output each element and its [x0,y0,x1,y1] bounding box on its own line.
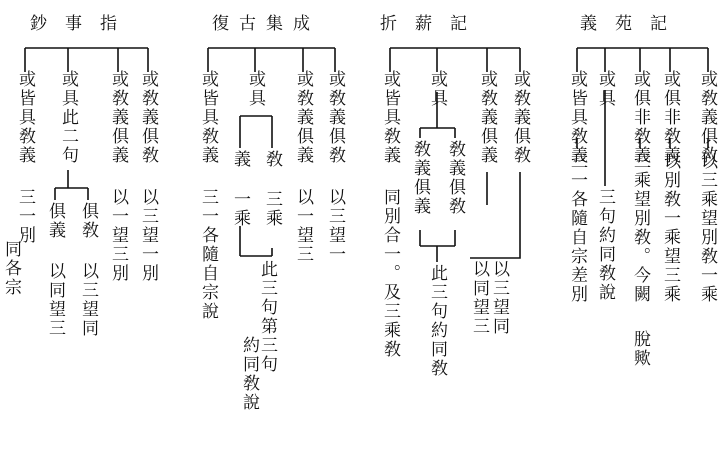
t2-item1-body: 以三望同 [489,260,509,336]
t4-item4-extra: 同各宗 [1,240,21,297]
table-title-2: 折薪記 [380,14,485,34]
t4-item4-body: 三一別 [15,188,35,245]
t4-item3-sub-a2: 以三望同 [78,262,98,338]
t1-item1-body: 以三乘望別敎一乘 [697,152,717,304]
t4-item3-sub-a: 俱敎 [78,202,98,240]
t1-item1-head: 或敎義俱敎 [697,70,717,165]
bracket-t3-join [240,226,272,256]
t2-item3-head: 或具 [427,70,447,108]
t3-item3-sub-b: 敎 [262,150,282,169]
t3-item2-head: 或敎義俱義 [293,70,313,165]
t1-item3-body: 三乘望別敎。今闕 [630,152,650,304]
t1-item4-body: 三句約同敎說 [595,188,615,302]
bracket-t4-sub [55,170,88,200]
bracket-t4-top [25,48,148,72]
t3-item3-note2: 約同敎說 [239,336,259,412]
table-title-4: 鈔事指 [30,14,135,34]
t3-item3-sub-a: 義 [230,150,250,169]
t4-item1-head: 或敎義俱敎 [138,70,158,165]
t3-item2-body: 以一望三 [293,188,313,264]
t1-item2-head: 或俱非敎義 [660,70,680,165]
t3-item1-body: 以三望一 [325,188,345,264]
bracket-t3-top [208,48,335,72]
t3-item4-head: 或皆具敎義 [198,70,218,165]
table-title-1: 義苑記 [580,14,685,34]
t4-item2-head: 或敎義俱義 [108,70,128,165]
table-title-3: 復古集成 [212,14,320,34]
t2-item1-head: 或敎義俱敎 [510,70,530,165]
t2-item2-body: 以同望三 [469,260,489,336]
bracket-t2-join [420,172,520,262]
t4-item2-body: 以一望三別 [108,188,128,283]
t1-item3-tail: 脫歟 [630,330,650,368]
t3-item3-sub-b2: 三乘 [262,190,282,228]
t4-item3-head: 或具此二句 [58,70,78,165]
t2-item3-sub-b: 敎義俱敎 [445,140,465,216]
t3-item3-note: 此三句第三句 [257,260,277,374]
t3-item1-head: 或敎義俱敎 [325,70,345,165]
t3-item4-body: 三一各隨自宗說 [198,188,218,321]
t3-item3-head: 或具 [245,70,265,108]
t1-item2-body: 以別敎一乘望三乘 [660,152,680,304]
t1-item3-head: 或俱非敎義 [630,70,650,165]
bracket-t1-top [577,48,708,72]
t2-item4-body: 同別合一。及三乘敎 [380,188,400,359]
bracket-t3-sub [240,116,272,148]
t3-item3-sub-a2: 一乘 [230,190,250,228]
t2-item3-note: 此三句約同敎 [427,264,447,378]
t2-item2-head: 或敎義俱義 [477,70,497,165]
t1-item4-head: 或具 [595,70,615,108]
t2-item3-sub-a: 敎義俱義 [410,140,430,216]
t2-item4-head: 或皆具敎義 [380,70,400,165]
t4-item3-sub-b: 俱義 [45,202,65,240]
t1-item5-head: 或皆具敎義 [567,70,587,165]
t4-item3-sub-b2: 以同望三 [45,262,65,338]
t4-item1-body: 以三望一別 [138,188,158,283]
t1-item5-body: 三一各隨自宗差別 [567,152,587,304]
t4-item4-head: 或皆具敎義 [15,70,35,165]
bracket-t2-top [390,48,520,72]
